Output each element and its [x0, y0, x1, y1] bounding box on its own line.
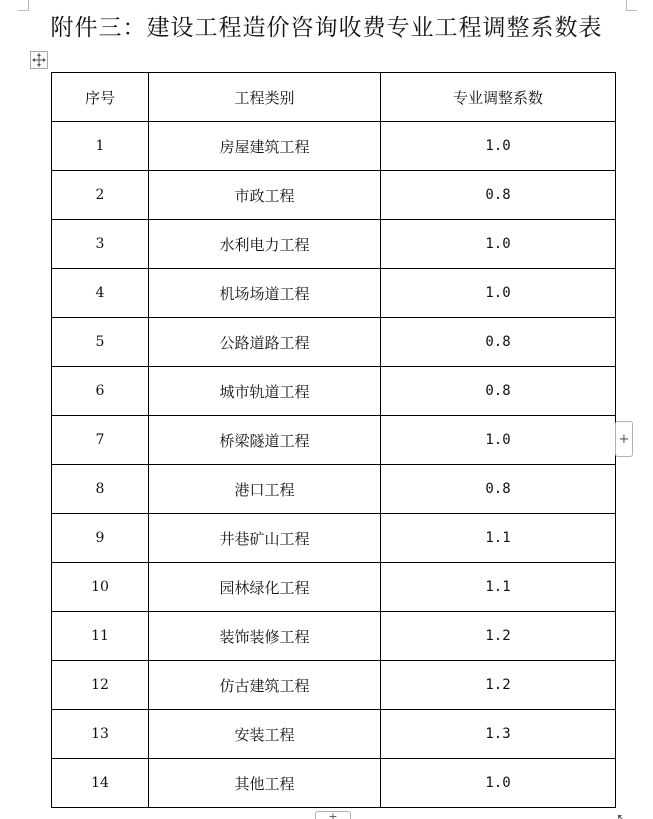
cell-no[interactable]: 2: [52, 171, 149, 220]
table-row: [52, 465, 616, 514]
table-resize-handle[interactable]: [617, 809, 627, 819]
add-column-button[interactable]: [615, 421, 633, 457]
table-row: [52, 122, 616, 171]
header-coefficient: 专业调整系数: [381, 73, 616, 122]
cell-coefficient[interactable]: 1.1: [381, 514, 616, 563]
cell-coefficient[interactable]: 1.2: [381, 661, 616, 710]
cell-coefficient[interactable]: 1.0: [381, 122, 616, 171]
cell-no[interactable]: 7: [52, 416, 149, 465]
resize-arrow-icon: [617, 814, 627, 819]
cell-no[interactable]: 10: [52, 563, 149, 612]
cell-coefficient[interactable]: 1.2: [381, 612, 616, 661]
cell-coefficient[interactable]: 0.8: [381, 465, 616, 514]
cell-coefficient[interactable]: 0.8: [381, 367, 616, 416]
cell-coefficient[interactable]: 1.0: [381, 269, 616, 318]
cell-coefficient[interactable]: 1.0: [381, 220, 616, 269]
table-row: [52, 269, 616, 318]
table-row: [52, 710, 616, 759]
cell-no[interactable]: 6: [52, 367, 149, 416]
cell-no[interactable]: 5: [52, 318, 149, 367]
table-row: [52, 759, 616, 808]
cell-category[interactable]: 桥梁隧道工程: [149, 416, 381, 465]
cell-category[interactable]: 市政工程: [149, 171, 381, 220]
header-no: 序号: [52, 73, 149, 122]
cell-no[interactable]: 14: [52, 759, 149, 808]
cell-category[interactable]: 城市轨道工程: [149, 367, 381, 416]
cell-category[interactable]: 装饰装修工程: [149, 612, 381, 661]
cell-category[interactable]: 井巷矿山工程: [149, 514, 381, 563]
document-title: 附件三：建设工程造价咨询收费专业工程调整系数表: [50, 15, 603, 41]
cell-no[interactable]: 13: [52, 710, 149, 759]
coefficient-table: [51, 72, 616, 808]
table-row: [52, 612, 616, 661]
cell-category[interactable]: 安装工程: [149, 710, 381, 759]
cell-coefficient[interactable]: 0.8: [381, 171, 616, 220]
table-header-row: [52, 73, 616, 122]
cell-category[interactable]: 园林绿化工程: [149, 563, 381, 612]
cell-no[interactable]: 4: [52, 269, 149, 318]
cell-no[interactable]: 3: [52, 220, 149, 269]
cell-category[interactable]: 水利电力工程: [149, 220, 381, 269]
table-row: [52, 318, 616, 367]
cell-category[interactable]: 港口工程: [149, 465, 381, 514]
cell-no[interactable]: 8: [52, 465, 149, 514]
table-row: [52, 367, 616, 416]
cell-coefficient[interactable]: 0.8: [381, 318, 616, 367]
cell-category[interactable]: 房屋建筑工程: [149, 122, 381, 171]
cell-no[interactable]: 11: [52, 612, 149, 661]
table-row: [52, 661, 616, 710]
table-row: [52, 220, 616, 269]
cell-no[interactable]: 9: [52, 514, 149, 563]
plus-icon: +: [618, 431, 630, 447]
table-row: [52, 416, 616, 465]
table-row: [52, 171, 616, 220]
cell-no[interactable]: 12: [52, 661, 149, 710]
add-row-button[interactable]: [315, 811, 351, 819]
table-row: [52, 514, 616, 563]
cell-category[interactable]: 公路道路工程: [149, 318, 381, 367]
cell-coefficient[interactable]: 1.0: [381, 759, 616, 808]
cell-no[interactable]: 1: [52, 122, 149, 171]
header-category: 工程类别: [149, 73, 381, 122]
cell-coefficient[interactable]: 1.3: [381, 710, 616, 759]
cell-coefficient[interactable]: 1.1: [381, 563, 616, 612]
plus-icon: +: [328, 810, 338, 819]
table-row: [52, 563, 616, 612]
cell-coefficient[interactable]: 1.0: [381, 416, 616, 465]
cell-category[interactable]: 机场场道工程: [149, 269, 381, 318]
cell-category[interactable]: 仿古建筑工程: [149, 661, 381, 710]
cell-category[interactable]: 其他工程: [149, 759, 381, 808]
move-arrows-icon: [32, 53, 46, 67]
table-move-handle[interactable]: [30, 51, 48, 69]
